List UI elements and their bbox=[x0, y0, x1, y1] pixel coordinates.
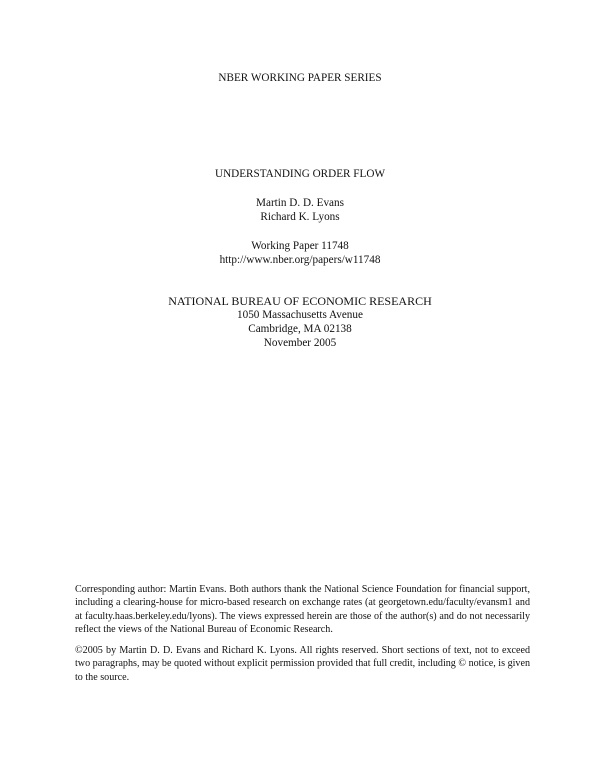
correspondence-note bbox=[75, 583, 530, 636]
correspondence-text: Corresponding author: Martin Evans. Both authors thank the National Science Foundation for financial support, including a clearing-house for micro-based research on exchange rates (at georgetown.edu/faculty/evansm1 and at faculty.haas.berkeley.edu/lyons). The views expressed herein are those of the author(s) and do not necessarily reflect the views of the National Bureau of Economic Research. bbox=[75, 584, 530, 635]
paper-url: http://www.nber.org/papers/w11748 bbox=[219, 254, 381, 266]
institution-address-line1: 1050 Massachusetts Avenue bbox=[237, 309, 363, 321]
copyright-note bbox=[75, 644, 530, 684]
author-name: Richard K. Lyons bbox=[260, 211, 340, 223]
publication-date: November 2005 bbox=[263, 337, 337, 349]
copyright-text: ©2005 by Martin D. D. Evans and Richard K. Lyons. All rights reserved. Short sections of text, not to exceed two paragraphs, may be quoted without explicit permission provided that full credit, including © notice, is given to the source. bbox=[75, 645, 530, 683]
paper-title: UNDERSTANDING ORDER FLOW bbox=[214, 168, 386, 180]
series-heading: NBER WORKING PAPER SERIES bbox=[218, 72, 382, 84]
institution-address-line2: Cambridge, MA 02138 bbox=[248, 323, 352, 335]
author-name: Martin D. D. Evans bbox=[256, 197, 344, 209]
working-paper-number: Working Paper 11748 bbox=[251, 240, 349, 252]
institution-name: NATIONAL BUREAU OF ECONOMIC RESEARCH bbox=[168, 294, 432, 308]
